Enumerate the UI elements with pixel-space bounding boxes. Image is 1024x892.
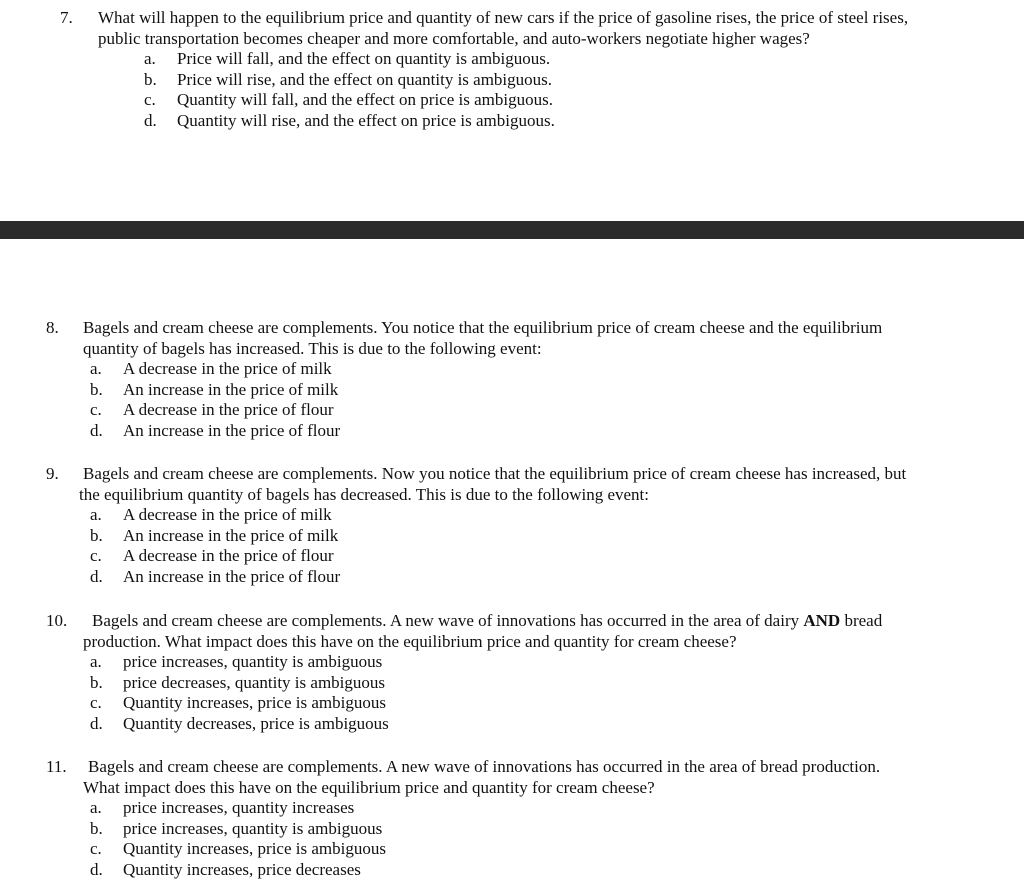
option-letter: d. <box>90 566 103 586</box>
option-text: A decrease in the price of flour <box>123 400 334 419</box>
option-text: price increases, quantity increases <box>123 798 355 817</box>
option-text: A decrease in the price of milk <box>123 505 332 524</box>
option-text: Quantity increases, price is ambiguous <box>123 839 386 858</box>
option-letter: c. <box>90 546 102 565</box>
option-text: Price will fall, and the effect on quantity is ambiguous. <box>177 49 551 68</box>
option-letter: c. <box>90 400 102 419</box>
option-letter: b. <box>90 525 103 545</box>
question-text-line: Bagels and cream cheese are complements. Now you notice that the equilibrium price of cream cheese has increased, but <box>83 464 907 483</box>
answer-option[interactable] <box>46 860 966 881</box>
question-text-part: Bagels and cream cheese are complements. A new wave of innovations has occurred in the area of dairy <box>92 611 804 630</box>
option-text: Quantity will rise, and the effect on price is ambiguous. <box>177 110 555 130</box>
answer-option[interactable] <box>46 819 966 840</box>
answer-option[interactable] <box>46 652 966 673</box>
question-11 <box>46 757 966 880</box>
question-text-line: public transportation becomes cheaper and more comfortable, and auto-workers negotiate higher wages? <box>98 28 810 48</box>
answer-option[interactable] <box>60 49 960 70</box>
option-letter: b. <box>90 672 103 692</box>
option-text: A decrease in the price of flour <box>123 546 334 565</box>
question-text-line: the equilibrium quantity of bagels has decreased. This is due to the following event: <box>79 484 649 504</box>
option-letter: b. <box>90 818 103 838</box>
option-text: Price will rise, and the effect on quantity is ambiguous. <box>177 69 553 89</box>
question-text-part: bread <box>840 611 883 630</box>
option-text: An increase in the price of flour <box>123 566 341 586</box>
answer-option[interactable] <box>60 111 960 132</box>
option-letter: a. <box>90 505 102 524</box>
answer-option[interactable] <box>46 798 966 819</box>
question-text-line: Bagels and cream cheese are complements. A new wave of innovations has occurred in the area of bread production. <box>88 757 881 776</box>
option-text: An increase in the price of flour <box>123 420 341 440</box>
answer-option[interactable] <box>46 526 976 547</box>
option-text: Quantity increases, price is ambiguous <box>123 693 386 712</box>
option-letter: a. <box>90 359 102 378</box>
answer-option[interactable] <box>46 505 976 526</box>
option-letter: b. <box>144 69 157 89</box>
option-letter: d. <box>90 859 103 879</box>
answer-option[interactable] <box>46 839 966 860</box>
answer-option[interactable] <box>60 70 960 91</box>
answer-option[interactable] <box>46 546 976 567</box>
question-7 <box>60 8 960 131</box>
question-text-line: quantity of bagels has increased. This is due to the following event: <box>83 338 542 358</box>
option-text: An increase in the price of milk <box>123 525 339 545</box>
option-letter: d. <box>90 420 103 440</box>
option-letter: c. <box>90 839 102 858</box>
option-letter: c. <box>144 90 156 109</box>
question-10 <box>46 611 966 734</box>
option-letter: b. <box>90 379 103 399</box>
question-number: 8. <box>46 318 59 337</box>
option-text: Quantity decreases, price is ambiguous <box>123 713 389 733</box>
question-number: 7. <box>60 8 73 27</box>
question-9 <box>46 464 976 587</box>
option-letter: a. <box>144 49 156 68</box>
question-text-line: What impact does this have on the equilibrium price and quantity for cream cheese? <box>83 777 655 797</box>
answer-option[interactable] <box>46 359 966 380</box>
option-text: A decrease in the price of milk <box>123 359 332 378</box>
option-letter: a. <box>90 652 102 671</box>
option-text: An increase in the price of milk <box>123 379 339 399</box>
answer-option[interactable] <box>46 567 976 588</box>
option-letter: d. <box>90 713 103 733</box>
option-letter: c. <box>90 693 102 712</box>
answer-option[interactable] <box>46 693 966 714</box>
answer-option[interactable] <box>46 714 966 735</box>
question-8 <box>46 318 966 441</box>
answer-option[interactable] <box>60 90 960 111</box>
option-text: price decreases, quantity is ambiguous <box>123 672 386 692</box>
question-text-line: Bagels and cream cheese are complements. You notice that the equilibrium price of cream cheese and the equilibrium <box>83 318 883 337</box>
answer-option[interactable] <box>46 380 966 401</box>
page-divider <box>0 221 1024 239</box>
question-number: 9. <box>46 464 59 483</box>
question-text-line: production. What impact does this have on the equilibrium price and quantity for cream cheese? <box>83 631 737 651</box>
question-number: 10. <box>46 611 68 630</box>
question-text-line <box>92 611 882 632</box>
question-number: 11. <box>46 757 67 776</box>
option-text: price increases, quantity is ambiguous <box>123 652 383 671</box>
answer-option[interactable] <box>46 421 966 442</box>
option-letter: a. <box>90 798 102 817</box>
option-letter: d. <box>144 110 157 130</box>
option-text: Quantity will fall, and the effect on price is ambiguous. <box>177 90 553 109</box>
option-text: Quantity increases, price decreases <box>123 859 361 879</box>
option-text: price increases, quantity is ambiguous <box>123 818 383 838</box>
question-text-line: What will happen to the equilibrium price and quantity of new cars if the price of gasoline rises, the price of steel rises, <box>98 8 909 27</box>
emphasis-text: AND <box>803 611 841 630</box>
answer-option[interactable] <box>46 673 966 694</box>
answer-option[interactable] <box>46 400 966 421</box>
